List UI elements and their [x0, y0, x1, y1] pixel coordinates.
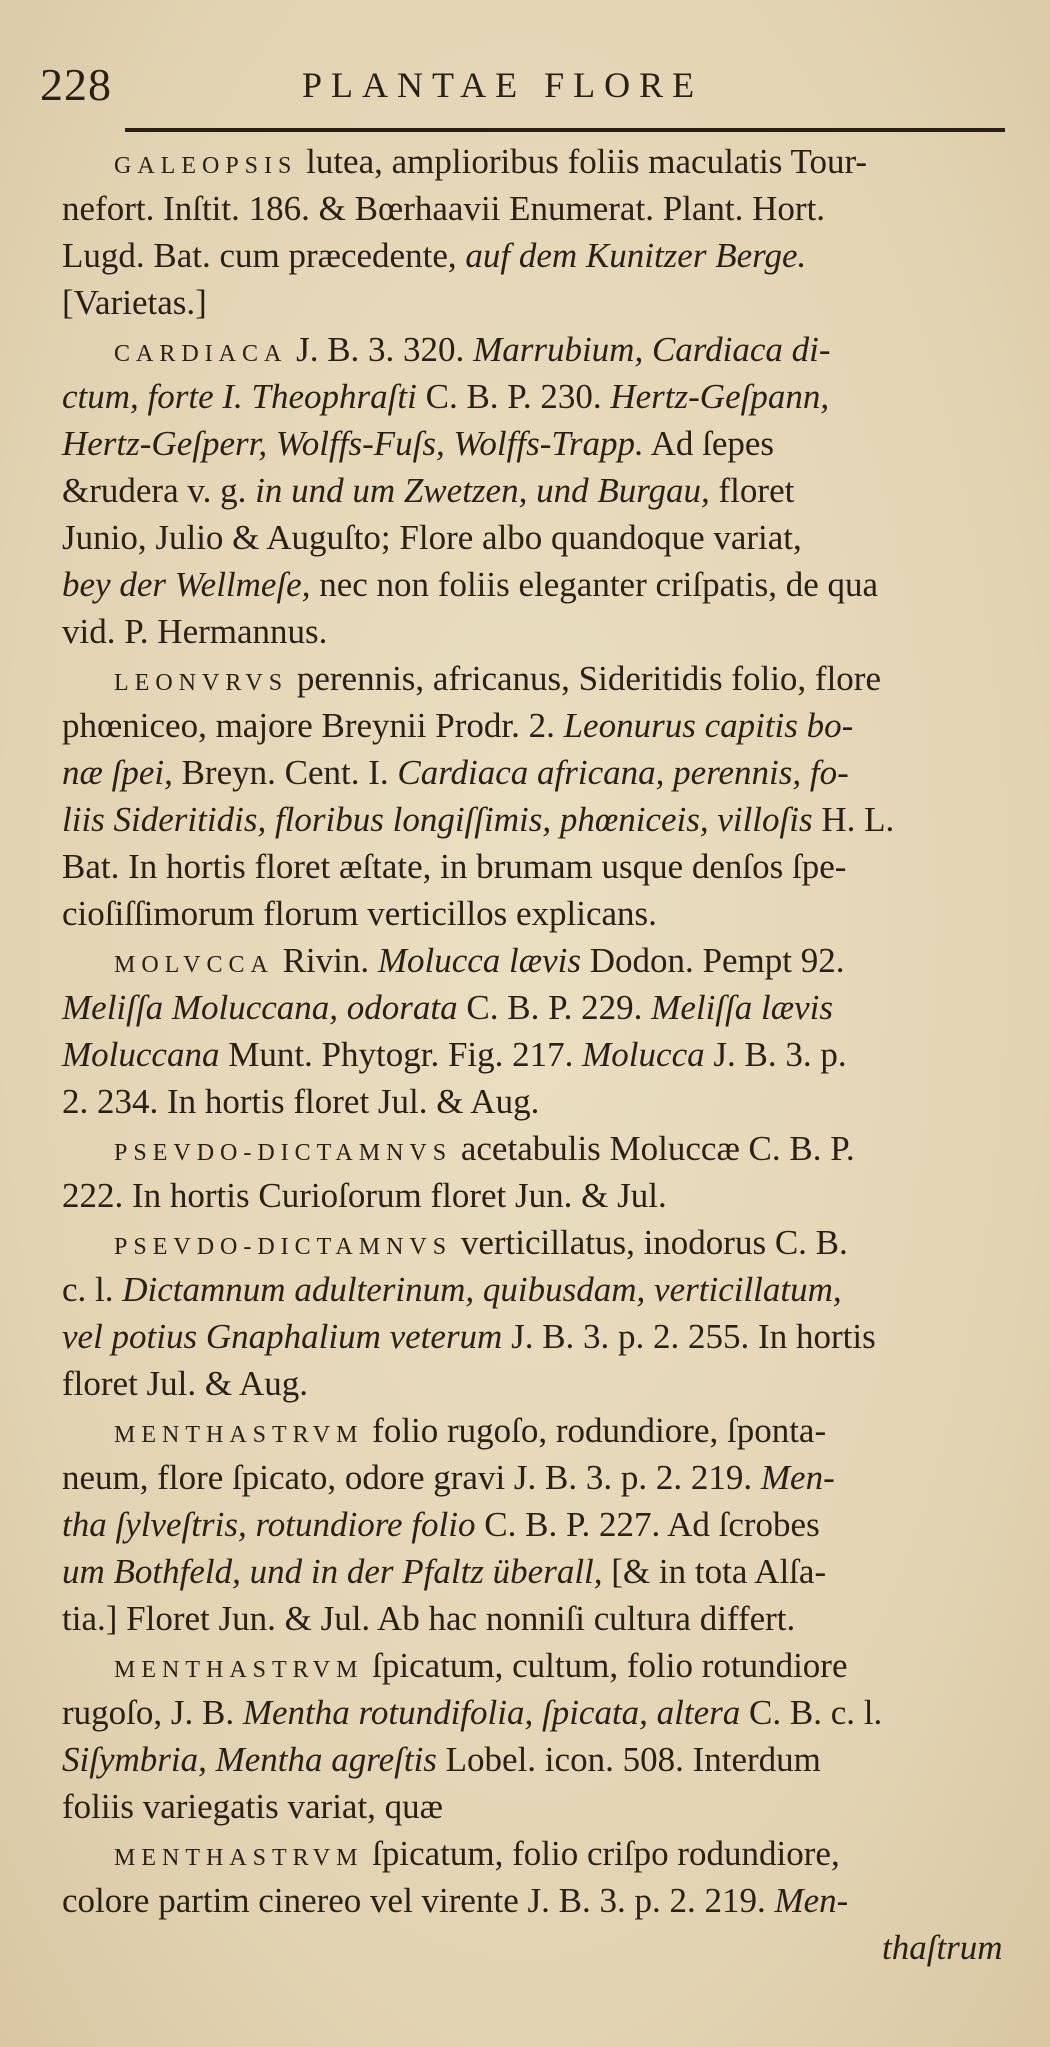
text-line: [62, 845, 846, 889]
italic-text: bey der Wellmeſe,: [62, 565, 311, 604]
text-line: [62, 1080, 539, 1124]
italic-text: Cardiaca africana, perennis, fo-: [397, 753, 849, 792]
roman-text: C. B. c. l.: [740, 1693, 883, 1732]
roman-text: neum, flore ſpicato, odore gravi J. B. 3. p. 2. 219.: [62, 1458, 761, 1497]
text-line: [62, 751, 849, 795]
entry-heading: LEONVRVS: [114, 670, 289, 696]
italic-text: Leonurus capitis bo-: [563, 706, 854, 745]
roman-text: floret: [709, 471, 795, 510]
page-number: 228: [40, 59, 112, 110]
text-line: [62, 1597, 795, 1641]
text-line: [62, 1691, 882, 1735]
text-line: [114, 328, 831, 376]
roman-text: Rivin.: [273, 941, 378, 980]
roman-text: [& in tota Alſa-: [602, 1552, 827, 1591]
roman-text: J. B. 3. p. 2. 255. In hortis: [502, 1317, 876, 1356]
roman-text: rugoſo, J. B.: [62, 1693, 243, 1732]
text-line: [62, 187, 825, 231]
italic-text: Marrubium, Cardiaca di-: [473, 330, 831, 369]
entry-heading: CARDIACA: [114, 341, 288, 367]
italic-text: Men-: [774, 1881, 849, 1920]
italic-text: næ ſpei,: [62, 753, 173, 792]
text-line: [62, 516, 802, 560]
text-line: [62, 422, 774, 466]
text-line: [62, 798, 894, 842]
text-line: [62, 704, 853, 748]
italic-text: Molucca: [582, 1035, 705, 1074]
roman-text: Bat. In hortis floret æſtate, in brumam usque denſos ſpe-: [62, 847, 847, 886]
text-line: [62, 986, 833, 1030]
roman-text: acetabulis Moluccæ C. B. P.: [452, 1129, 855, 1168]
roman-text: 222. In hortis Curioſorum floret Jun. & Jul.: [62, 1176, 667, 1215]
text-line: [114, 140, 867, 188]
roman-text: Ad ſepes: [643, 424, 775, 463]
roman-text: J. B. 3. 320.: [287, 330, 474, 369]
roman-text: vid. P. Hermannus.: [62, 612, 328, 651]
roman-text: J. B. 3. p.: [704, 1035, 847, 1074]
text-line: [62, 234, 806, 278]
italic-text: Molucca lævis: [377, 941, 582, 980]
roman-text: nefort. Inſtit. 186. & Bœrhaavii Enumerat. Plant. Hort.: [62, 189, 826, 228]
text-line: [62, 1503, 820, 1547]
roman-text: verticillatus, inodorus C. B.: [452, 1223, 848, 1262]
text-line: [62, 1550, 826, 1594]
text-line: [114, 1409, 826, 1457]
page-header: [40, 58, 1000, 118]
entry-heading: MOLVCCA: [114, 952, 274, 978]
text-line: [62, 1738, 821, 1782]
entry-heading: GALEOPSIS: [114, 153, 298, 179]
roman-text: C. B. P. 229.: [457, 988, 652, 1027]
entry-heading: MENTHASTRVM: [114, 1422, 364, 1448]
entry-heading: MENTHASTRVM: [114, 1657, 364, 1683]
italic-text: thaſtrum: [882, 1928, 1003, 1967]
text-line: [62, 375, 829, 419]
roman-text: Lobel. icon. 508. Interdum: [436, 1740, 821, 1779]
roman-text: 2. 234. In hortis floret Jul. & Aug.: [62, 1082, 540, 1121]
italic-text: Moluccana: [62, 1035, 220, 1074]
roman-text: floret Jul. & Aug.: [62, 1364, 308, 1403]
text-line: [114, 1644, 848, 1692]
italic-text: Hertz-Geſpann,: [610, 377, 830, 416]
roman-text: phœniceo, majore Breynii Prodr. 2.: [62, 706, 564, 745]
roman-text: [Varietas.]: [62, 283, 207, 322]
running-head: PLANTAE FLORE: [302, 65, 704, 105]
italic-text: in und um Zwetzen, und Burgau,: [255, 471, 710, 510]
entry-heading: PSEVDO-DICTAMNVS: [114, 1140, 453, 1166]
entry-heading: MENTHASTRVM: [114, 1845, 364, 1871]
text-line: [62, 563, 878, 607]
roman-text: ſpicatum, folio criſpo rodundiore,: [363, 1834, 840, 1873]
roman-text: ſpicatum, cultum, folio rotundiore: [363, 1646, 848, 1685]
italic-text: Dictamnum adulterinum, quibusdam, verticillatum,: [122, 1270, 842, 1309]
italic-text: Men-: [760, 1458, 835, 1497]
header-rule: [125, 128, 1005, 132]
roman-text: &rudera v. g.: [62, 471, 256, 510]
text-line: [114, 657, 881, 705]
italic-text: Meliſſa lævis: [651, 988, 833, 1027]
text-line: [62, 469, 794, 513]
roman-text: Junio, Julio & Auguſto; Flore albo quandoque variat,: [62, 518, 802, 557]
text-line: [114, 1832, 840, 1880]
entry-heading: PSEVDO-DICTAMNVS: [114, 1234, 453, 1260]
roman-text: C. B. P. 230.: [416, 377, 611, 416]
text-line: [62, 1174, 667, 1218]
roman-text: C. B. P. 227. Ad ſcrobes: [475, 1505, 820, 1544]
text-line: [114, 1127, 855, 1175]
roman-text: tia.] Floret Jun. & Jul. Ab hac nonniſi cultura differt.: [62, 1599, 796, 1638]
italic-text: vel potius Gnaphalium veterum: [62, 1317, 503, 1356]
italic-text: Siſymbria, Mentha agreſtis: [62, 1740, 437, 1779]
roman-text: Munt. Phytogr. Fig. 217.: [219, 1035, 583, 1074]
italic-text: Mentha rotundifolia, ſpicata, altera: [242, 1693, 741, 1732]
roman-text: nec non foliis eleganter criſpatis, de qua: [310, 565, 879, 604]
text-line: [114, 1221, 848, 1269]
text-line: [62, 892, 657, 936]
roman-text: colore partim cinereo vel virente J. B. 3. p. 2. 219.: [62, 1881, 775, 1920]
roman-text: Dodon. Pempt 92.: [581, 941, 845, 980]
italic-text: um Bothfeld, und in der Pfaltz überall,: [62, 1552, 603, 1591]
text-line: [62, 1879, 848, 1923]
italic-text: ctum, forte I. Theophraſti: [62, 377, 417, 416]
roman-text: cioſiſſimorum florum verticillos explicans.: [62, 894, 657, 933]
roman-text: perennis, africanus, Sideritidis folio, flore: [288, 659, 881, 698]
text-line: [114, 939, 845, 987]
italic-text: Meliſſa Moluccana, odorata: [62, 988, 458, 1027]
text-line: [62, 610, 327, 654]
text-line: [62, 1033, 847, 1077]
roman-text: H. L.: [812, 800, 895, 839]
text-line: [882, 1926, 1003, 1970]
italic-text: liis Sideritidis, floribus longiſſimis, phœniceis, villoſis: [62, 800, 813, 839]
text-line: [62, 1785, 443, 1829]
roman-text: c. l.: [62, 1270, 123, 1309]
text-line: [62, 1315, 876, 1359]
roman-text: lutea, amplioribus foliis maculatis Tour-: [297, 142, 868, 181]
italic-text: Hertz-Geſperr, Wolffs-Fuſs, Wolffs-Trapp.: [62, 424, 644, 463]
italic-text: auf dem Kunitzer Berge.: [465, 236, 807, 275]
roman-text: Breyn. Cent. I.: [172, 753, 398, 792]
text-line: [62, 1268, 842, 1312]
roman-text: foliis variegatis variat, quæ: [62, 1787, 444, 1826]
italic-text: tha ſylveſtris, rotundiore folio: [62, 1505, 476, 1544]
roman-text: Lugd. Bat. cum præcedente,: [62, 236, 466, 275]
text-line: [62, 1456, 835, 1500]
text-line: [62, 281, 207, 325]
text-line: [62, 1362, 308, 1406]
roman-text: folio rugoſo, rodundiore, ſponta-: [363, 1411, 827, 1450]
